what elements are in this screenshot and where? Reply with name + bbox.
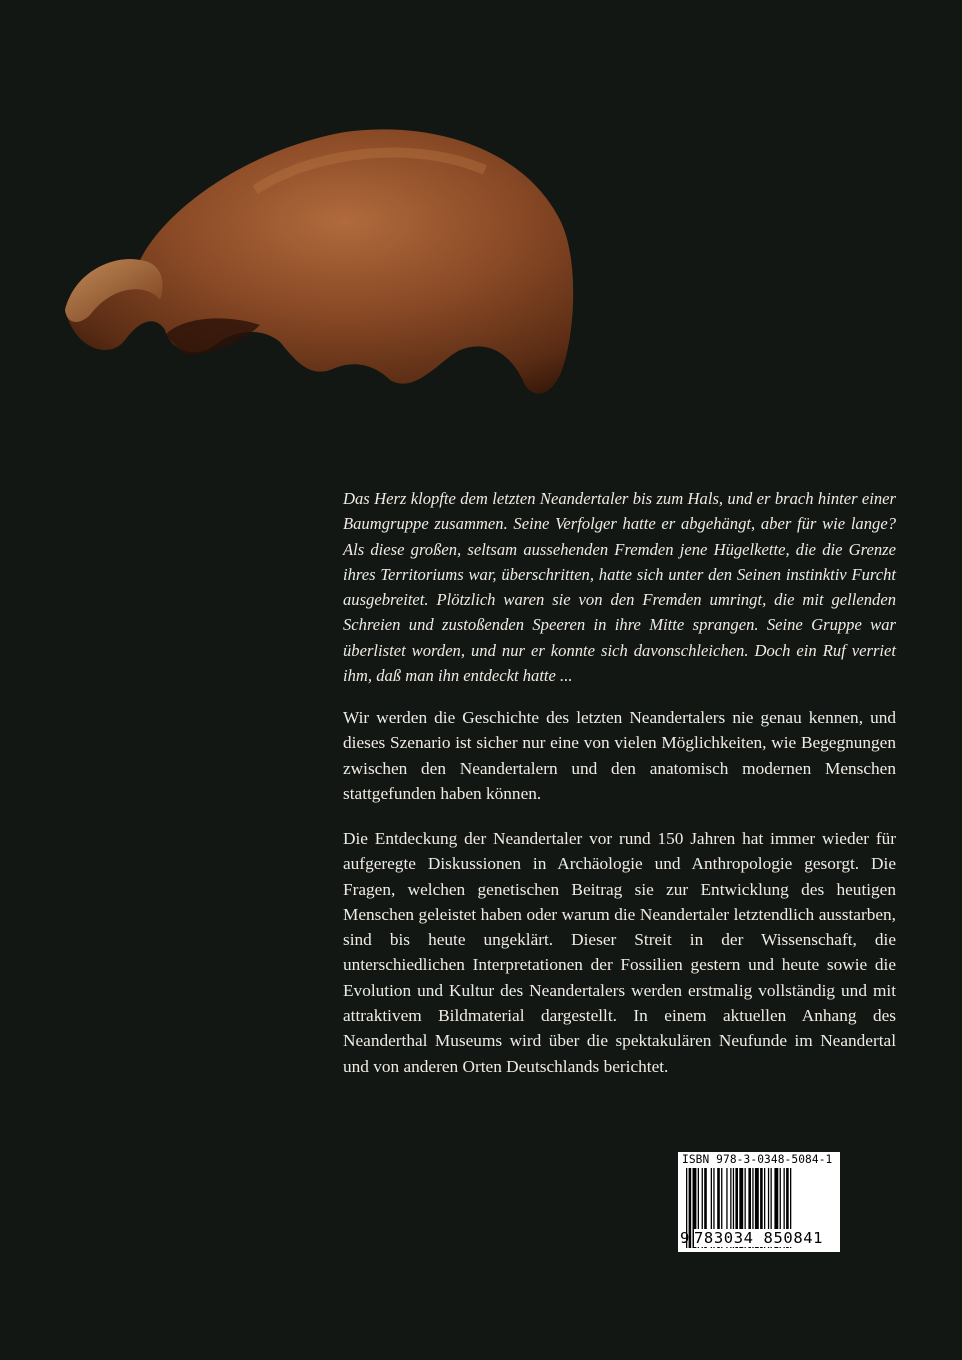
isbn-label: ISBN 978-3-0348-5084-1 [682,1153,833,1166]
description-paragraph-1: Wir werden die Geschichte des letzten Neandertalers nie genau kennen, und dieses Szenario ist sicher nur eine von vielen Möglichkeiten, wie Begegnungen zwischen den Neandertalern und den anatomisch modernen Menschen stattgefunden haben können. [343,708,896,803]
isbn-barcode [678,1152,840,1252]
intro-italic-text: Das Herz klopfte dem letzten Neandertaler bis zum Hals, und er brach hinter einer Baumgruppe zusammen. Seine Verfolger hatte er abgehängt, aber für wie lange? Als diese großen, seltsam aussehenden Fremden jene Hügelkette, die die Grenze ihres Territoriums war, überschritten, hatte sich unter den Seinen instinktiv Furcht ausgebreitet. Plötzlich waren sie von den Fremden umringt, die mit gellenden Schreien und zustoßenden Speeren in ihre Mitte sprangen. Seine Gruppe war überlistet worden, und nur er konnte sich davonschleichen. Doch ein Ruf verriet ihm, daß man ihn entdeckt hatte ... [343,489,896,686]
skull-image [55,110,585,410]
ean-first-digit: 9 [680,1229,690,1247]
description-paragraph-2: Die Entdeckung der Neandertaler vor rund 150 Jahren hat immer wieder für aufgeregte Diskussionen in Archäologie und Anthropologie gesorgt. Die Fragen, welchen genetischen Beitrag sie zur Entwicklung des heutigen Menschen geleistet haben oder warum die Neandertaler letztendlich ausstarben, sind bis heute ungeklärt. Dieser Streit in der Wissenschaft, die unterschiedlichen Interpretationen der Fossilien gestern und heute sowie die Evolution und Kultur des Neandertalers werden erstmalig vollständig und mit attraktivem Bildmaterial dargestellt. In einem aktuellen Anhang des Neanderthal Museums wird über die spektakulären Neufunde im Neandertal und von anderen Orten Deutschlands berichtet. [343,829,896,1076]
ean-number: 783034 850841 [694,1229,824,1247]
